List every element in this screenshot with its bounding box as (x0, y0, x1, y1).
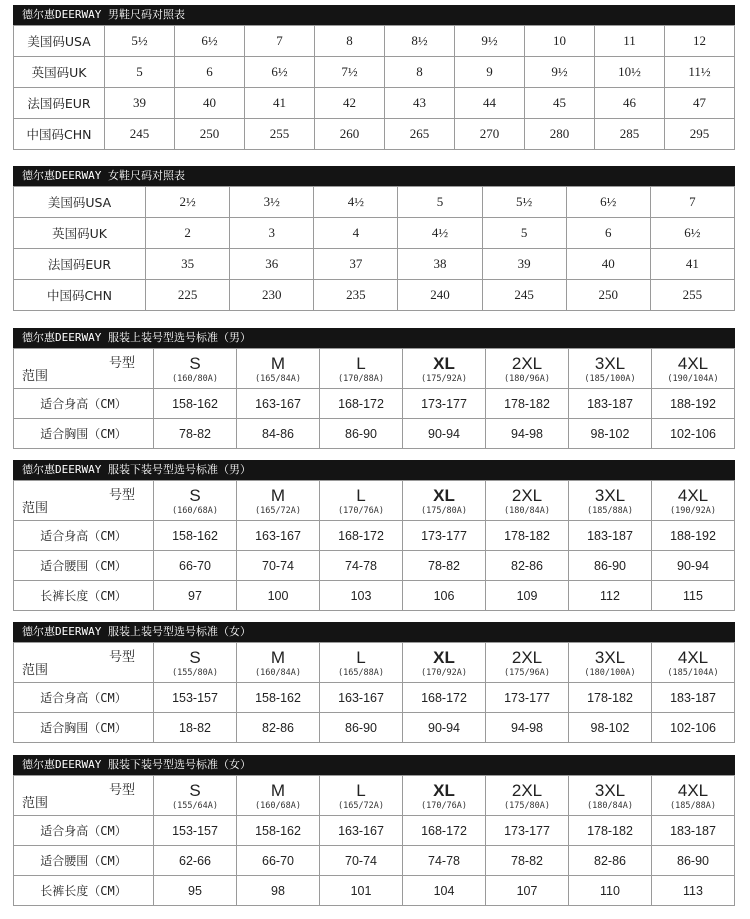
size-name: L (356, 485, 366, 505)
size-spec: (185/104A) (667, 667, 719, 678)
header-row (14, 481, 735, 521)
size-name: M (270, 485, 286, 505)
size-value-cell: 255 (650, 280, 734, 311)
table-row (14, 521, 735, 551)
size-header-cell (652, 481, 735, 521)
size-spec: (170/76A) (420, 800, 468, 811)
size-value-cell: 3 (230, 218, 314, 249)
size-spec: (180/84A) (586, 800, 634, 811)
range-value-cell: 183-187 (569, 389, 652, 419)
women-tops-chart-title: 德尔惠DEERWAY 服装上装号型选号标准（女） (13, 622, 735, 642)
range-value-cell: 168-172 (403, 683, 486, 713)
size-value-cell: 40 (566, 249, 650, 280)
size-value-cell: 41 (650, 249, 734, 280)
size-value-cell: 47 (665, 88, 735, 119)
range-value-cell: 98-102 (569, 419, 652, 449)
size-value-cell: 280 (525, 119, 595, 150)
size-type-label: 号型 (108, 650, 135, 665)
men-bottoms-chart-title: 德尔惠DEERWAY 服装下装号型选号标准（男） (13, 460, 735, 480)
size-name: 2XL (511, 647, 543, 667)
corner-cell (14, 776, 154, 816)
range-value-cell: 115 (652, 581, 735, 611)
size-header-cell (154, 643, 237, 683)
table-row (14, 187, 735, 218)
range-label: 范围 (22, 663, 49, 678)
range-value-cell: 158-162 (154, 521, 237, 551)
size-value-cell: 6½ (175, 26, 245, 57)
range-value-cell: 173-177 (403, 521, 486, 551)
size-value-cell: 45 (525, 88, 595, 119)
range-value-cell: 82-86 (237, 713, 320, 743)
size-value-cell: 12 (665, 26, 735, 57)
range-value-cell: 168-172 (403, 816, 486, 846)
size-header-cell (652, 349, 735, 389)
size-name: L (356, 780, 366, 800)
range-value-cell: 90-94 (403, 419, 486, 449)
women-shoe-size-chart (13, 166, 735, 311)
size-value-cell: 8½ (385, 26, 455, 57)
size-name: M (270, 353, 286, 373)
size-name: S (189, 353, 201, 373)
size-value-cell: 11 (595, 26, 665, 57)
size-header-cell (154, 349, 237, 389)
size-value-cell: 9 (455, 57, 525, 88)
size-spec: (190/92A) (669, 505, 717, 516)
size-value-cell: 7½ (315, 57, 385, 88)
range-value-cell: 66-70 (237, 846, 320, 876)
table-row (14, 876, 735, 906)
table-row (14, 119, 735, 150)
size-value-cell: 245 (105, 119, 175, 150)
size-header-cell (320, 481, 403, 521)
size-header-cell (486, 643, 569, 683)
size-spec: (160/84A) (254, 667, 302, 678)
size-name: S (189, 647, 201, 667)
table-row (14, 713, 735, 743)
size-spec: (175/80A) (503, 800, 551, 811)
size-value-cell: 265 (385, 119, 455, 150)
size-value-cell: 2 (146, 218, 230, 249)
size-header-cell (403, 643, 486, 683)
size-name: 4XL (677, 780, 709, 800)
range-value-cell: 173-177 (403, 389, 486, 419)
table-row (14, 26, 735, 57)
range-value-cell: 94-98 (486, 419, 569, 449)
size-header-cell (486, 776, 569, 816)
range-value-cell: 78-82 (486, 846, 569, 876)
range-value-cell: 163-167 (320, 816, 403, 846)
corner-cell (14, 349, 154, 389)
row-label: 长裤长度（CM） (14, 876, 154, 906)
size-spec: (160/68A) (171, 505, 219, 516)
range-value-cell: 153-157 (154, 683, 237, 713)
header-row (14, 643, 735, 683)
size-header-cell (569, 643, 652, 683)
table-row (14, 816, 735, 846)
size-name: XL (433, 353, 455, 373)
size-value-cell: 5 (482, 218, 566, 249)
row-label: 英国码UK (14, 218, 146, 249)
size-value-cell: 260 (315, 119, 385, 150)
size-spec: (185/88A) (669, 800, 717, 811)
range-value-cell: 104 (403, 876, 486, 906)
size-name: L (356, 353, 366, 373)
range-value-cell: 153-157 (154, 816, 237, 846)
table-row (14, 57, 735, 88)
size-name: 3XL (594, 780, 626, 800)
size-header-cell (569, 481, 652, 521)
size-value-cell: 6 (566, 218, 650, 249)
range-value-cell: 74-78 (320, 551, 403, 581)
range-value-cell: 113 (652, 876, 735, 906)
size-value-cell: 10 (525, 26, 595, 57)
row-label: 适合胸围（CM） (14, 713, 154, 743)
range-value-cell: 82-86 (486, 551, 569, 581)
size-value-cell: 5½ (105, 26, 175, 57)
size-value-cell: 43 (385, 88, 455, 119)
range-value-cell: 90-94 (403, 713, 486, 743)
range-value-cell: 106 (403, 581, 486, 611)
table-row (14, 88, 735, 119)
range-value-cell: 78-82 (154, 419, 237, 449)
range-value-cell: 107 (486, 876, 569, 906)
size-name: M (270, 647, 286, 667)
table-row (14, 683, 735, 713)
range-value-cell: 168-172 (320, 389, 403, 419)
size-name: XL (433, 485, 455, 505)
range-value-cell: 178-182 (486, 521, 569, 551)
size-value-cell: 4 (314, 218, 398, 249)
size-spec: (170/76A) (337, 505, 385, 516)
size-value-cell: 2½ (146, 187, 230, 218)
size-name: 3XL (594, 353, 626, 373)
corner-cell (14, 643, 154, 683)
size-value-cell: 10½ (595, 57, 665, 88)
range-value-cell: 97 (154, 581, 237, 611)
size-value-cell: 270 (455, 119, 525, 150)
size-name: 4XL (677, 485, 709, 505)
range-value-cell: 163-167 (237, 389, 320, 419)
range-value-cell: 82-86 (569, 846, 652, 876)
range-value-cell: 173-177 (486, 683, 569, 713)
range-value-cell: 101 (320, 876, 403, 906)
table-row (14, 218, 735, 249)
size-value-cell: 39 (105, 88, 175, 119)
range-label: 范围 (22, 369, 49, 384)
size-header-cell (237, 643, 320, 683)
men-tops-table (13, 348, 735, 449)
size-value-cell: 42 (315, 88, 385, 119)
size-value-cell: 46 (595, 88, 665, 119)
size-header-cell (652, 643, 735, 683)
size-value-cell: 250 (175, 119, 245, 150)
range-value-cell: 70-74 (320, 846, 403, 876)
size-header-cell (569, 776, 652, 816)
size-value-cell: 41 (245, 88, 315, 119)
size-name: M (270, 780, 286, 800)
size-value-cell: 250 (566, 280, 650, 311)
size-name: 2XL (511, 485, 543, 505)
size-spec: (180/84A) (503, 505, 551, 516)
row-label: 中国码CHN (14, 280, 146, 311)
size-value-cell: 7 (650, 187, 734, 218)
range-value-cell: 110 (569, 876, 652, 906)
size-spec: (175/80A) (420, 505, 468, 516)
range-value-cell: 95 (154, 876, 237, 906)
size-spec: (175/92A) (420, 373, 468, 384)
size-header-cell (486, 349, 569, 389)
women-shoe-chart-title: 德尔惠DEERWAY 女鞋尺码对照表 (13, 166, 735, 186)
women-tops-table (13, 642, 735, 743)
men-bottoms-table (13, 480, 735, 611)
range-value-cell: 66-70 (154, 551, 237, 581)
size-value-cell: 6½ (245, 57, 315, 88)
size-spec: (160/80A) (171, 373, 219, 384)
size-name: 3XL (594, 647, 626, 667)
row-label: 适合身高（CM） (14, 683, 154, 713)
size-value-cell: 11½ (665, 57, 735, 88)
women-bottoms-table (13, 775, 735, 906)
size-value-cell: 235 (314, 280, 398, 311)
row-label: 中国码CHN (14, 119, 105, 150)
range-value-cell: 173-177 (486, 816, 569, 846)
size-value-cell: 6½ (650, 218, 734, 249)
size-value-cell: 240 (398, 280, 482, 311)
table-row (14, 846, 735, 876)
size-value-cell: 38 (398, 249, 482, 280)
range-value-cell: 84-86 (237, 419, 320, 449)
size-value-cell: 3½ (230, 187, 314, 218)
range-value-cell: 188-192 (652, 521, 735, 551)
size-value-cell: 37 (314, 249, 398, 280)
size-header-cell (403, 349, 486, 389)
size-spec: (165/72A) (254, 505, 302, 516)
size-name: 4XL (677, 353, 709, 373)
size-value-cell: 9½ (455, 26, 525, 57)
range-value-cell: 100 (237, 581, 320, 611)
range-value-cell: 183-187 (652, 816, 735, 846)
range-value-cell: 178-182 (486, 389, 569, 419)
size-name: 2XL (511, 780, 543, 800)
size-header-cell (237, 481, 320, 521)
range-value-cell: 183-187 (569, 521, 652, 551)
range-value-cell: 74-78 (403, 846, 486, 876)
range-value-cell: 158-162 (154, 389, 237, 419)
men-bottoms-size-chart (13, 460, 735, 611)
range-value-cell: 158-162 (237, 816, 320, 846)
size-header-cell (403, 481, 486, 521)
women-shoe-table (13, 186, 735, 311)
range-value-cell: 90-94 (652, 551, 735, 581)
range-value-cell: 78-82 (403, 551, 486, 581)
row-label: 美国码USA (14, 26, 105, 57)
women-bottoms-size-chart (13, 755, 735, 906)
size-spec: (165/84A) (254, 373, 302, 384)
table-row (14, 551, 735, 581)
row-label: 适合腰围（CM） (14, 551, 154, 581)
size-header-cell (569, 349, 652, 389)
size-type-label: 号型 (108, 783, 135, 798)
women-tops-size-chart (13, 622, 735, 743)
range-value-cell: 188-192 (652, 389, 735, 419)
size-name: XL (433, 780, 455, 800)
range-value-cell: 158-162 (237, 683, 320, 713)
size-header-cell (320, 643, 403, 683)
size-name: S (189, 780, 201, 800)
range-value-cell: 163-167 (320, 683, 403, 713)
range-value-cell: 109 (486, 581, 569, 611)
size-spec: (185/100A) (584, 373, 636, 384)
corner-cell (14, 481, 154, 521)
range-value-cell: 94-98 (486, 713, 569, 743)
size-value-cell: 4½ (398, 218, 482, 249)
size-value-cell: 6 (175, 57, 245, 88)
range-value-cell: 178-182 (569, 816, 652, 846)
size-header-cell (320, 776, 403, 816)
row-label: 长裤长度（CM） (14, 581, 154, 611)
size-header-cell (652, 776, 735, 816)
size-header-cell (154, 481, 237, 521)
range-value-cell: 178-182 (569, 683, 652, 713)
size-spec: (165/72A) (337, 800, 385, 811)
size-value-cell: 6½ (566, 187, 650, 218)
table-row (14, 419, 735, 449)
size-spec: (180/100A) (584, 667, 636, 678)
size-name: 3XL (594, 485, 626, 505)
row-label: 适合身高（CM） (14, 816, 154, 846)
range-value-cell: 163-167 (237, 521, 320, 551)
size-spec: (155/80A) (171, 667, 219, 678)
range-value-cell: 102-106 (652, 713, 735, 743)
range-value-cell: 62-66 (154, 846, 237, 876)
table-row (14, 249, 735, 280)
table-row (14, 280, 735, 311)
size-name: XL (433, 647, 455, 667)
size-header-cell (237, 776, 320, 816)
size-value-cell: 9½ (525, 57, 595, 88)
men-shoe-chart-title: 德尔惠DEERWAY 男鞋尺码对照表 (13, 5, 735, 25)
size-type-label: 号型 (108, 356, 135, 371)
table-row (14, 389, 735, 419)
range-value-cell: 86-90 (320, 419, 403, 449)
range-value-cell: 70-74 (237, 551, 320, 581)
row-label: 法国码EUR (14, 88, 105, 119)
range-value-cell: 86-90 (569, 551, 652, 581)
size-value-cell: 5 (105, 57, 175, 88)
range-value-cell: 98 (237, 876, 320, 906)
row-label: 美国码USA (14, 187, 146, 218)
range-value-cell: 102-106 (652, 419, 735, 449)
range-value-cell: 86-90 (652, 846, 735, 876)
size-value-cell: 44 (455, 88, 525, 119)
header-row (14, 776, 735, 816)
men-tops-size-chart (13, 328, 735, 449)
size-value-cell: 245 (482, 280, 566, 311)
men-shoe-table (13, 25, 735, 150)
size-header-cell (403, 776, 486, 816)
size-value-cell: 8 (315, 26, 385, 57)
size-spec: (165/88A) (337, 667, 385, 678)
size-header-cell (237, 349, 320, 389)
size-name: L (356, 647, 366, 667)
range-value-cell: 112 (569, 581, 652, 611)
size-type-label: 号型 (108, 488, 135, 503)
size-spec: (170/92A) (420, 667, 468, 678)
size-value-cell: 5 (398, 187, 482, 218)
size-name: 4XL (677, 647, 709, 667)
range-value-cell: 18-82 (154, 713, 237, 743)
range-label: 范围 (22, 501, 49, 516)
size-value-cell: 7 (245, 26, 315, 57)
size-value-cell: 295 (665, 119, 735, 150)
size-header-cell (154, 776, 237, 816)
size-spec: (175/96A) (503, 667, 551, 678)
size-spec: (160/68A) (254, 800, 302, 811)
row-label: 适合腰围（CM） (14, 846, 154, 876)
range-value-cell: 86-90 (320, 713, 403, 743)
range-value-cell: 98-102 (569, 713, 652, 743)
size-spec: (185/88A) (586, 505, 634, 516)
size-value-cell: 36 (230, 249, 314, 280)
size-value-cell: 5½ (482, 187, 566, 218)
table-row (14, 581, 735, 611)
size-header-cell (320, 349, 403, 389)
size-spec: (155/64A) (171, 800, 219, 811)
men-shoe-size-chart (13, 5, 735, 150)
range-value-cell: 168-172 (320, 521, 403, 551)
size-spec: (190/104A) (667, 373, 719, 384)
range-value-cell: 103 (320, 581, 403, 611)
row-label: 法国码EUR (14, 249, 146, 280)
size-value-cell: 40 (175, 88, 245, 119)
size-header-cell (486, 481, 569, 521)
size-spec: (180/96A) (503, 373, 551, 384)
size-value-cell: 8 (385, 57, 455, 88)
women-bottoms-chart-title: 德尔惠DEERWAY 服装下装号型选号标准（女） (13, 755, 735, 775)
header-row (14, 349, 735, 389)
size-value-cell: 285 (595, 119, 665, 150)
size-value-cell: 39 (482, 249, 566, 280)
row-label: 适合身高（CM） (14, 521, 154, 551)
row-label: 适合身高（CM） (14, 389, 154, 419)
size-value-cell: 255 (245, 119, 315, 150)
row-label: 适合胸围（CM） (14, 419, 154, 449)
range-value-cell: 183-187 (652, 683, 735, 713)
size-value-cell: 4½ (314, 187, 398, 218)
size-value-cell: 230 (230, 280, 314, 311)
range-label: 范围 (22, 796, 49, 811)
row-label: 英国码UK (14, 57, 105, 88)
size-name: S (189, 485, 201, 505)
size-name: 2XL (511, 353, 543, 373)
size-spec: (170/88A) (337, 373, 385, 384)
size-value-cell: 35 (146, 249, 230, 280)
men-tops-chart-title: 德尔惠DEERWAY 服装上装号型选号标准（男） (13, 328, 735, 348)
size-value-cell: 225 (146, 280, 230, 311)
